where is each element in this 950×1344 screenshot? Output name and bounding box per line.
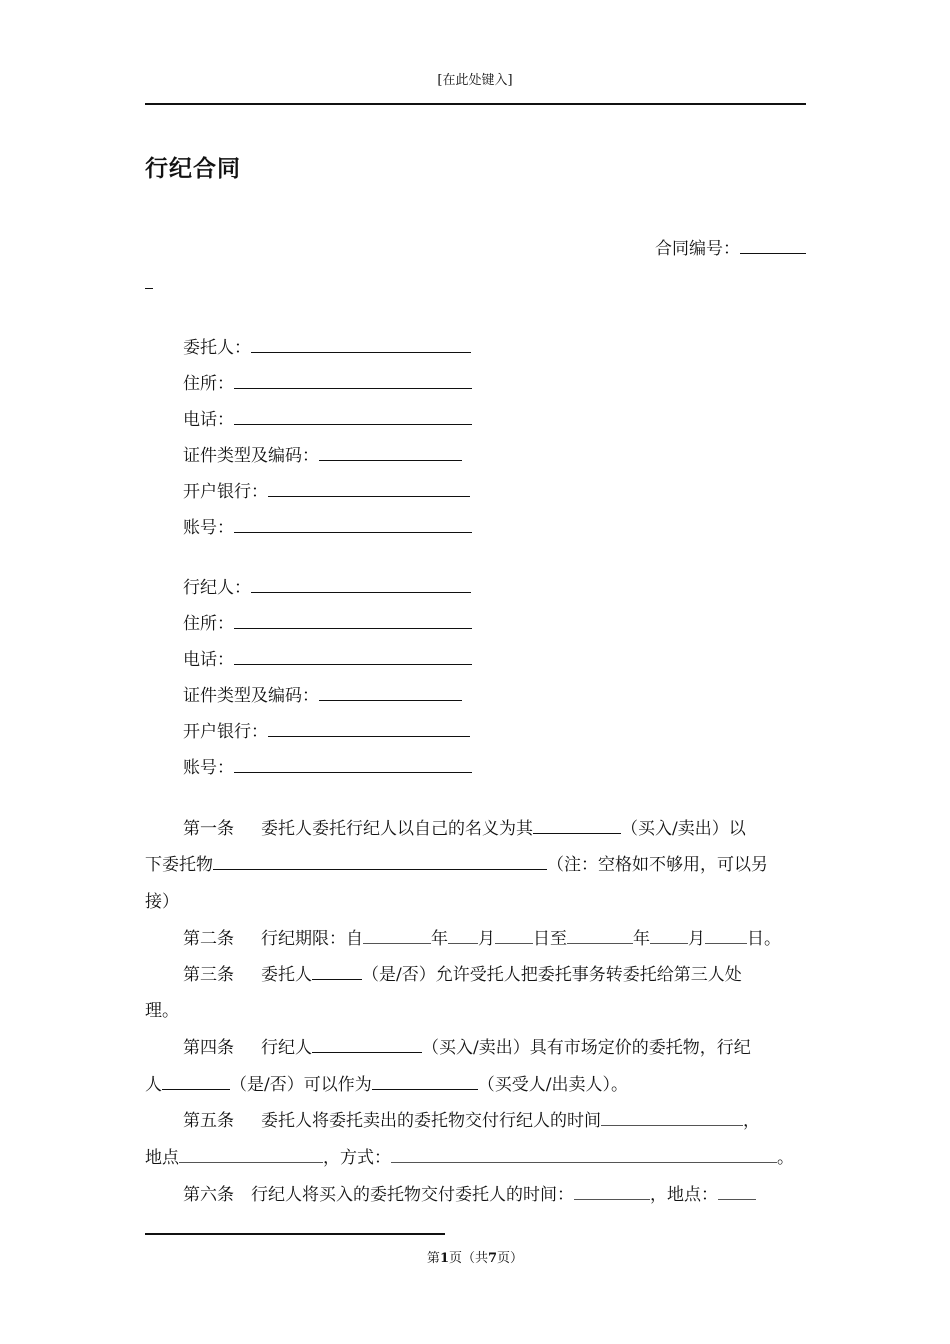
article-4-yesno-blank[interactable] [162,1073,230,1090]
header-divider [145,103,806,105]
end-month-blank[interactable] [650,927,688,944]
principal-phone-blank[interactable] [234,408,472,425]
broker-name-field [183,573,471,598]
article-3-text: 委托人 [261,965,312,985]
article-5-method-label: ，方式： [323,1148,391,1168]
article-3-line-2 [145,996,179,1021]
principal-phone-field [183,405,472,430]
article-4-line-2 [145,1070,628,1095]
contract-number-blank[interactable] [740,239,806,254]
broker-id-field [183,681,462,706]
article-5-text: 委托人将委托卖出的委托物交付行纪人的时间 [261,1111,601,1131]
article-2-day-to-label: 日至 [533,929,567,949]
article-1-note: （注：空格如不够用，可以另 [547,855,768,875]
principal-name-field [183,333,471,358]
broker-bank-label: 开户银行： [183,722,268,742]
end-year-blank[interactable] [567,927,633,944]
article-1-trade-blank[interactable] [533,817,621,834]
principal-id-label: 证件类型及编码： [183,446,319,466]
article-6-time-blank[interactable] [574,1183,650,1200]
article-4-line-1 [183,1033,751,1058]
start-day-blank[interactable] [495,927,533,944]
article-4-trade-blank[interactable] [312,1036,422,1053]
article-6-line-1 [183,1180,756,1205]
article-1-text-2: （买入/卖出）以 [621,819,746,839]
broker-phone-blank[interactable] [234,648,472,665]
principal-name-label: 委托人： [183,338,251,358]
principal-phone-label: 电话： [183,410,234,430]
article-6-number: 第六条 [183,1185,234,1205]
principal-address-blank[interactable] [234,372,472,389]
principal-account-label: 账号： [183,518,234,538]
article-5-line-1 [183,1106,760,1131]
contract-number-label: 合同编号： [655,239,740,259]
article-2-month-label: 月 [478,929,495,949]
article-3-number: 第三条 [183,965,234,985]
broker-id-blank[interactable] [319,684,462,701]
article-5-line-2 [145,1143,794,1168]
article-2-day-label-2: 日。 [747,929,781,949]
article-6-place-blank[interactable] [718,1183,756,1200]
article-3-yesno-blank[interactable] [312,963,362,980]
article-5-number: 第五条 [183,1111,234,1131]
article-2-text: 行纪期限：自 [261,929,363,949]
article-5-period: 。 [777,1148,794,1168]
contract-number-blank-continued [145,288,153,289]
principal-address-field [183,369,472,394]
broker-account-blank[interactable] [234,756,472,773]
page-header[interactable]: [在此处键入] [437,73,513,88]
end-day-blank[interactable] [705,927,747,944]
broker-phone-field [183,645,472,670]
start-month-blank[interactable] [448,927,478,944]
broker-id-label: 证件类型及编码： [183,686,319,706]
broker-address-blank[interactable] [234,612,472,629]
article-2-year-label: 年 [431,929,448,949]
article-5-place-blank[interactable] [179,1146,323,1163]
current-page-number: 1 [439,1251,449,1266]
article-3-text-end: 理。 [145,1001,179,1021]
page-footer [0,1247,950,1266]
principal-bank-blank[interactable] [268,480,470,497]
article-1-item-blank[interactable] [213,853,547,870]
article-1-text-3: 下委托物 [145,855,213,875]
article-2-line-1 [183,924,781,949]
principal-id-blank[interactable] [319,444,462,461]
article-1-line-1 [183,814,746,839]
principal-name-blank[interactable] [251,336,471,353]
article-4-text-2: （买入/卖出）具有市场定价的委托物，行纪 [422,1038,751,1058]
total-pages-number: 7 [488,1251,498,1266]
article-5-time-blank[interactable] [601,1109,743,1126]
principal-bank-label: 开户银行： [183,482,268,502]
article-2-month-label-2: 月 [688,929,705,949]
broker-address-label: 住所： [183,614,234,634]
footer-text-1: 第 [426,1251,440,1266]
document-title: 行纪合同 [145,156,241,182]
article-1-number: 第一条 [183,819,234,839]
article-4-role-blank[interactable] [372,1073,478,1090]
broker-bank-field [183,717,470,742]
article-1-line-2 [145,850,768,875]
principal-bank-field [183,477,470,502]
start-year-blank[interactable] [363,927,431,944]
principal-address-label: 住所： [183,374,234,394]
broker-name-label: 行纪人： [183,578,251,598]
footnote-separator [145,1233,445,1235]
article-3-line-1 [183,960,742,985]
article-6-place-label: ，地点： [650,1185,718,1205]
article-2-year-label-2: 年 [633,929,650,949]
principal-account-blank[interactable] [234,516,472,533]
article-4-text-5: （买受人/出卖人）。 [477,1075,628,1095]
article-4-text-4: （是/否）可以作为 [230,1075,372,1095]
broker-bank-blank[interactable] [268,720,470,737]
article-5-place-label: 地点 [145,1148,179,1168]
article-1-line-3 [145,887,179,912]
article-2-number: 第二条 [183,929,234,949]
footer-text-3: 页） [497,1251,524,1266]
article-4-text-3: 人 [145,1075,162,1095]
article-4-text: 行纪人 [261,1038,312,1058]
broker-address-field [183,609,472,634]
article-5-comma: ， [743,1111,760,1131]
broker-phone-label: 电话： [183,650,234,670]
broker-account-field [183,753,472,778]
footer-text-2: 页（共 [448,1251,488,1266]
principal-id-field [183,441,462,466]
contract-number [655,234,806,259]
article-4-number: 第四条 [183,1038,234,1058]
article-3-text-2: （是/否）允许受托人把委托事务转委托给第三人处 [362,965,742,985]
article-1-note-end: 接） [145,892,179,912]
article-5-method-blank[interactable] [391,1146,777,1163]
article-6-text: 行纪人将买入的委托物交付委托人的时间： [251,1185,574,1205]
broker-name-blank[interactable] [251,576,471,593]
article-1-text: 委托人委托行纪人以自己的名义为其 [261,819,533,839]
principal-account-field [183,513,472,538]
broker-account-label: 账号： [183,758,234,778]
